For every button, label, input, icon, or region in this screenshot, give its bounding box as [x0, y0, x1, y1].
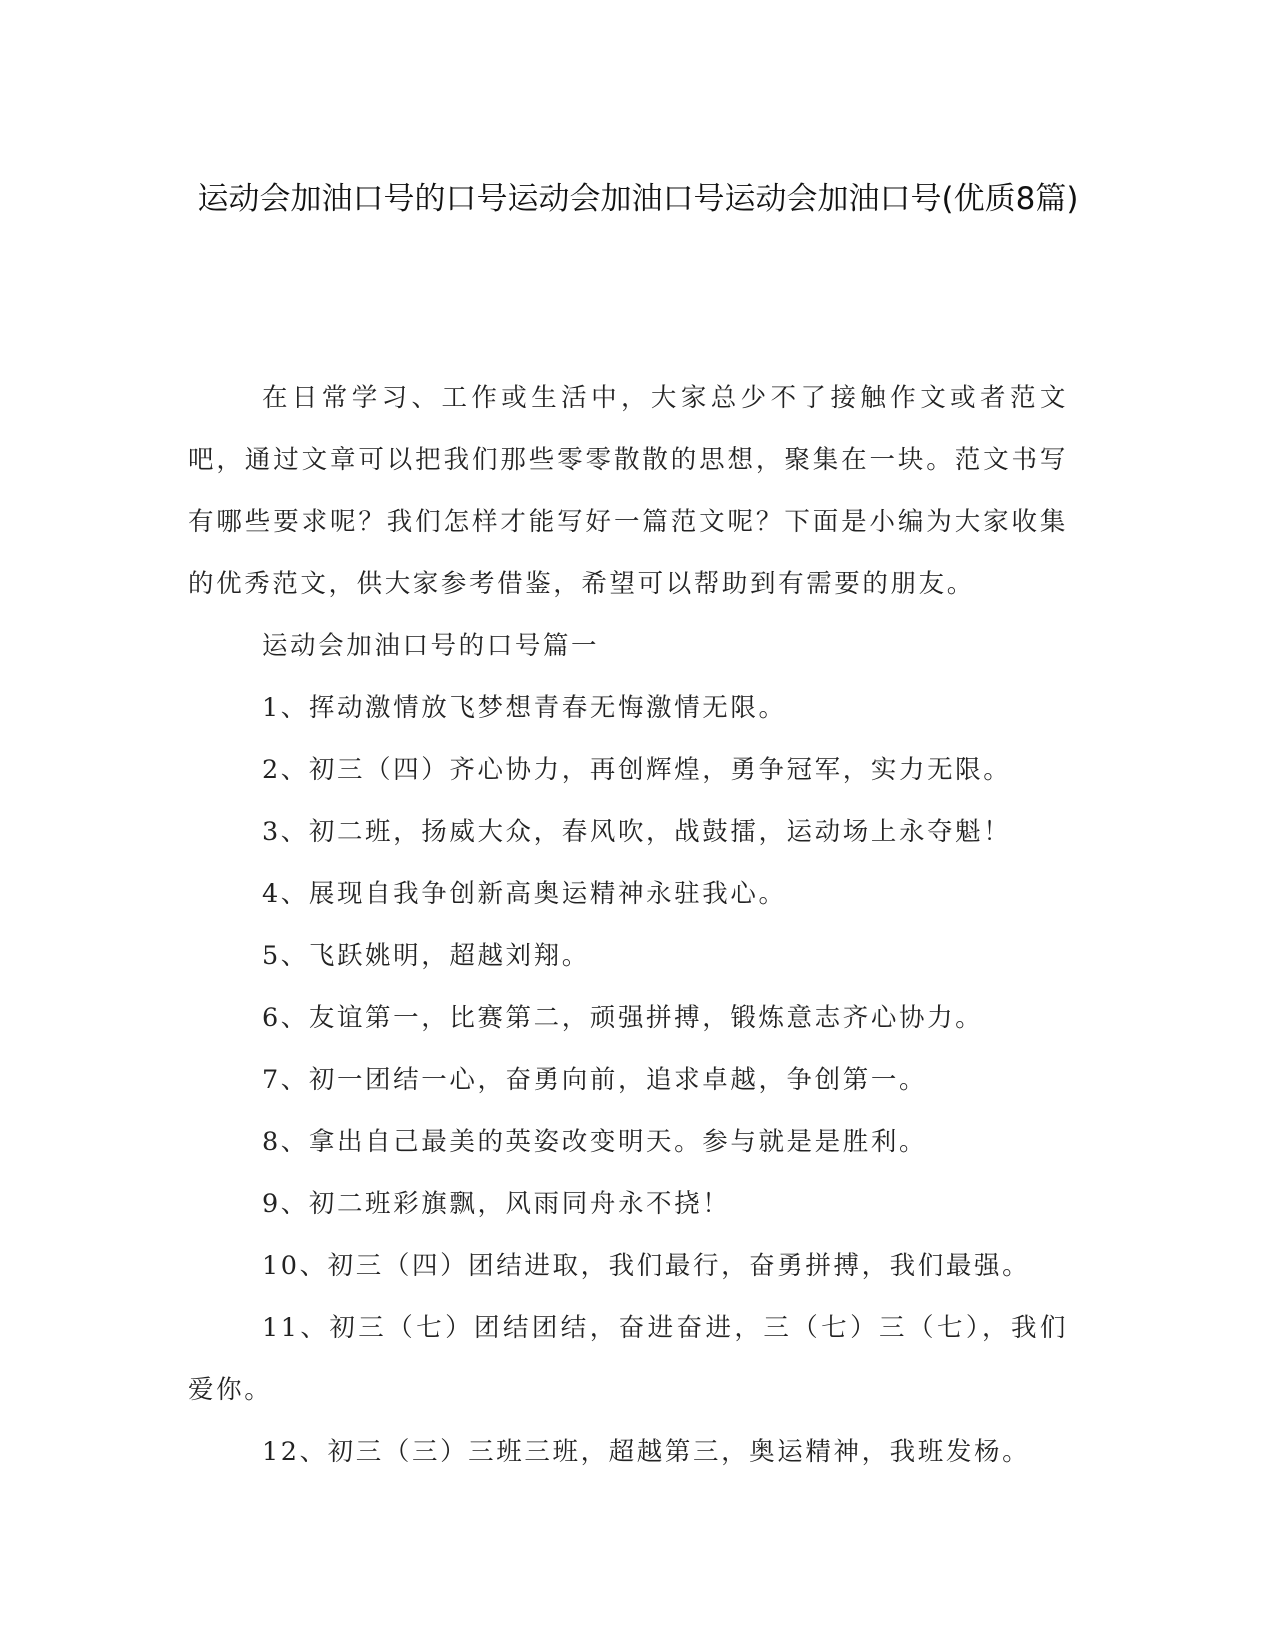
slogan-item: 7、初一团结一心，奋勇向前，追求卓越，争创第一。 — [261, 1065, 928, 1095]
slogan-item: 1、挥动激情放飞梦想青春无悔激情无限。 — [261, 693, 787, 723]
intro-paragraph: 在日常学习、工作或生活中，大家总少不了接触作文或者范文吧，通过文章可以把我们那些零零散散的思想，聚集在一块。范文书写有哪些要求呢？我们怎样才能写好一篇范文呢？下面是小编为大家收集的优秀范文，供大家参考借鉴，希望可以帮助到有需要的朋友。 — [188, 383, 1068, 599]
slogan-item: 11、初三（七）团结团结，奋进奋进，三（七）三（七），我们爱你。 — [188, 1313, 1068, 1405]
slogan-item: 9、初二班彩旗飘，风雨同舟永不挠！ — [261, 1189, 731, 1219]
slogan-item: 2、初三（四）齐心协力，再创辉煌，勇争冠军，实力无限。 — [261, 755, 1012, 785]
slogan-item: 8、拿出自己最美的英姿改变明天。参与就是是胜利。 — [261, 1127, 928, 1157]
slogan-item: 6、友谊第一，比赛第二，顽强拼搏，锻炼意志齐心协力。 — [261, 1003, 984, 1033]
document-body — [188, 367, 1068, 1483]
slogan-item: 10、初三（四）团结进取，我们最行，奋勇拼搏，我们最强。 — [261, 1251, 1031, 1281]
slogan-item: 4、展现自我争创新高奥运精神永驻我心。 — [261, 879, 787, 909]
slogan-item: 12、初三（三）三班三班，超越第三，奥运精神，我班发杨。 — [261, 1437, 1031, 1467]
document-title: 运动会加油口号的口号运动会加油口号运动会加油口号(优质8篇) — [197, 181, 1079, 217]
slogan-item: 5、飞跃姚明，超越刘翔。 — [261, 941, 590, 971]
section-heading: 运动会加油口号的口号篇一 — [261, 631, 600, 661]
slogan-item: 3、初二班，扬威大众，春风吹，战鼓擂，运动场上永夺魁！ — [261, 817, 1012, 847]
